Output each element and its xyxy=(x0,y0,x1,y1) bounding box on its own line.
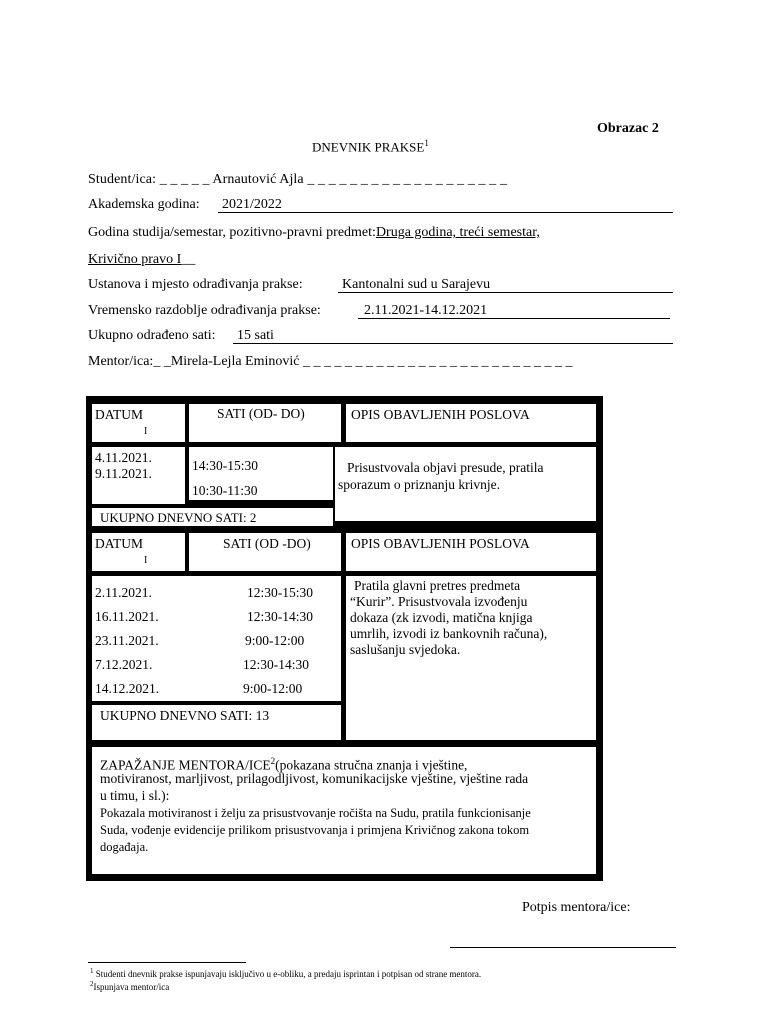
study-row-2 xyxy=(88,252,195,268)
study-value: Druga godina, treći semestar, xyxy=(375,225,540,240)
t2-header-desc xyxy=(346,533,596,571)
t1-header-desc-label: OPIS OBAVLJENIH POSLOVA xyxy=(351,407,530,422)
t1-date-2: 9.11.2021. xyxy=(95,466,152,481)
footnote-2 xyxy=(90,980,169,992)
t2-rows-cell xyxy=(92,576,341,701)
t1-desc-line-1: Prisustvovala objavi presude, pratila xyxy=(347,460,544,475)
t1-header-date-label: DATUM xyxy=(95,407,144,422)
mentor-note-heading: ZAPAŽANJE MENTORA/ICE xyxy=(100,757,271,773)
t2-header-date xyxy=(92,533,185,571)
t1-header-date-mark: I xyxy=(144,426,148,437)
signature-label: Potpis mentora/ice: xyxy=(522,900,631,915)
t1-hours-cell xyxy=(189,447,333,500)
practice-log-table xyxy=(86,396,603,881)
t2-hours-2: 12:30-14:30 xyxy=(247,609,313,624)
t2-header-hours xyxy=(189,533,341,571)
t2-date-3: 23.11.2021. xyxy=(95,633,159,648)
t1-header-desc xyxy=(346,404,596,442)
t2-header-date-mark: I xyxy=(144,555,148,566)
student-prefix: _ _ _ _ _ xyxy=(159,172,210,187)
t1-header-hours-label: SATI (OD- DO) xyxy=(217,406,305,421)
t2-desc-line-3: dokaza (zk izvodi, matična knjiga xyxy=(350,610,533,625)
signature-line xyxy=(450,947,676,948)
period-label: Vremensko razdoblje odrađivanja prakse: xyxy=(88,303,321,318)
t2-hours-4: 12:30-14:30 xyxy=(243,657,309,672)
mentor-note-text-3: događaja. xyxy=(100,840,149,854)
t1-total-cell xyxy=(92,508,333,526)
t2-date-5: 14.12.2021. xyxy=(95,681,160,696)
t2-desc-line-1: Pratila glavni pretres predmeta xyxy=(354,578,521,593)
t2-hours-3: 9:00-12:00 xyxy=(245,633,305,648)
mentor-note-text-2: Suda, vođenje evidencije prilikom prisustvovanja i primjena Krivičnog zakona tokom xyxy=(100,823,530,837)
t2-total-cell xyxy=(92,705,341,740)
footnote-2-text: Ispunjava mentor/ica xyxy=(93,982,170,992)
institution-label: Ustanova i mjesto odrađivanja prakse: xyxy=(88,277,303,292)
t2-date-4: 7.12.2021. xyxy=(95,657,153,672)
t1-dates-cell xyxy=(92,447,185,504)
mentor-note-line-3: u timu, i sl.): xyxy=(100,788,170,803)
mentor-row xyxy=(88,354,573,370)
student-suffix: _ _ _ _ _ _ _ _ _ _ _ _ _ _ _ _ _ _ _ xyxy=(307,172,508,187)
institution-field xyxy=(338,277,673,293)
hours-field xyxy=(233,328,673,344)
mentor-suffix: _ _ _ _ _ _ _ _ _ _ _ _ _ _ _ _ _ _ _ _ _ _ _ _ _ _ xyxy=(303,354,573,369)
mentor-note-cell xyxy=(92,747,596,874)
document-title-text: DNEVNIK PRAKSE xyxy=(312,139,425,155)
t2-desc-line-4: umrlih, izvodi iz bankovnih računa), xyxy=(350,626,548,641)
document-title xyxy=(312,138,429,155)
institution-value: Kantonalni sud u Sarajevu xyxy=(342,277,491,292)
year-value: 2021/2022 xyxy=(222,197,282,212)
t1-header-date xyxy=(92,404,185,442)
t2-date-1: 2.11.2021. xyxy=(95,585,152,600)
hours-value: 15 sati xyxy=(237,328,274,343)
mentor-value: Mirela-Lejla Eminović xyxy=(170,354,300,369)
mentor-label: Mentor/ica: xyxy=(88,354,154,369)
title-footnote-mark: 1 xyxy=(424,138,429,148)
footnote-1 xyxy=(90,967,481,979)
t2-desc-cell xyxy=(346,576,596,740)
study-row xyxy=(88,225,540,241)
mentor-note-line-1: (pokazana stručna znanja i vještine, xyxy=(275,757,468,773)
study-label: Godina studija/semestar, pozitivno-pravni predmet: xyxy=(88,225,376,240)
t2-desc-line-5: saslušanju svjedoka. xyxy=(350,642,461,657)
period-field xyxy=(358,303,670,319)
t1-desc-cell xyxy=(335,447,596,521)
footnote-1-text: Studenti dnevnik prakse ispunjavaju isključivo u e-obliku, a predaju isprintan i potpisan od strane mentora. xyxy=(95,969,482,979)
year-label: Akademska godina: xyxy=(88,197,200,212)
period-value: 2.11.2021-14.12.2021 xyxy=(364,303,488,318)
mentor-note-footnote-mark: 2 xyxy=(270,756,276,766)
footnote-2-mark: 2 xyxy=(90,980,94,988)
t2-hours-5: 9:00-12:00 xyxy=(243,681,303,696)
t2-desc-line-2: “Kurir”. Prisustvovala izvođenju xyxy=(350,594,528,609)
form-number: Obrazac 2 xyxy=(597,121,659,136)
t1-hours-1: 14:30-15:30 xyxy=(192,458,258,473)
student-row xyxy=(88,172,507,188)
t2-header-date-label: DATUM xyxy=(95,536,144,551)
mentor-note-text-1: Pokazala motiviranost i želju za prisustvovanje ročišta na Sudu, pratila funkcionisanje xyxy=(100,806,531,820)
t2-date-2: 16.11.2021. xyxy=(95,609,159,624)
student-label: Student/ica: xyxy=(88,172,157,187)
t2-total: UKUPNO DNEVNO SATI: 13 xyxy=(100,708,270,723)
mentor-prefix: _ _ xyxy=(153,354,171,369)
study-value-2-pad: __ xyxy=(181,252,196,267)
t1-date-1: 4.11.2021. xyxy=(95,450,152,465)
hours-label: Ukupno odrađeno sati: xyxy=(88,328,216,343)
t1-hours-2: 10:30-11:30 xyxy=(192,483,258,498)
t1-header-hours xyxy=(189,404,341,442)
year-field xyxy=(218,197,673,213)
t2-header-hours-label: SATI (OD -DO) xyxy=(223,536,311,551)
mentor-note-line-2: motiviranost, marljivost, prilagodljivost, komunikacijske vještine, vještine rada xyxy=(100,771,529,786)
footnote-divider xyxy=(88,962,246,963)
t1-desc-line-2: sporazum o priznanju krivnje. xyxy=(338,477,500,492)
student-value: Arnautović Ajla xyxy=(212,172,304,187)
t2-hours-1: 12:30-15:30 xyxy=(247,585,313,600)
study-value-2: Krivično pravo I xyxy=(88,252,182,267)
t1-total: UKUPNO DNEVNO SATI: 2 xyxy=(100,510,257,525)
footnote-1-mark: 1 xyxy=(90,967,94,975)
t2-header-desc-label: OPIS OBAVLJENIH POSLOVA xyxy=(351,536,530,551)
